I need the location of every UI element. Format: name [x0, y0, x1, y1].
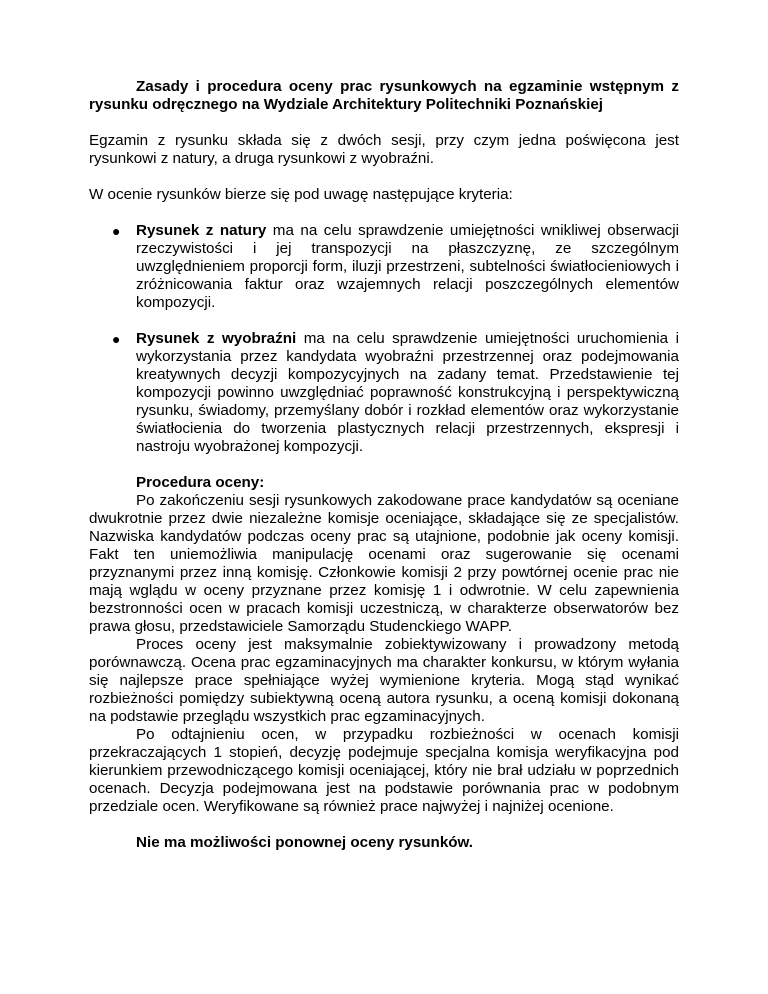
criteria-description: ma na celu sprawdzenie umiejętności wnikliwej obserwacji rzeczywistości i jej transpozycji na płaszczyznę, ze szczególnym uwzględnieniem proporcji form, iluzji przestrzeni, subtelności światłocieniowych i zróżnicowania faktur oraz wzajemnych relacji poszczególnych elementów kompozycji.	[136, 222, 679, 311]
bullet-icon: ●	[112, 331, 121, 347]
document-page	[89, 78, 679, 852]
criteria-description: ma na celu sprawdzenie umiejętności uruchomienia i wykorzystania przez kandydata wyobraźni przestrzennej oraz podejmowania kreatywnych decyzji kompozycyjnych na zadany temat. Przedstawienie tej kompozycji powinno uwzględniać poprawność konstrukcyjną i perspektywiczną rysunku, świadomy, przemyślany dobór i rozkład elementów oraz wykorzystanie światłocienia do tworzenia plastycznych relacji przestrzennych, ekspresji i nastroju wyobrażonej kompozycji.	[136, 330, 679, 455]
criteria-term: Rysunek z wyobraźni	[136, 330, 297, 347]
procedure-paragraph: Proces oceny jest maksymalnie zobiektywizowany i prowadzony metodą porównawczą. Ocena prac egzaminacyjnych ma charakter konkursu, w którym wyłania się najlepsze prace spełniające wyżej wymienione kryteria. Mogą stąd wynikać rozbieżności pomiędzy subiektywną oceną autora rysunku, a oceną komisji dokonaną na podstawie przeglądu wszystkich prac egzaminacyjnych.	[89, 636, 679, 725]
final-note: Nie ma możliwości ponownej oceny rysunków.	[136, 834, 474, 851]
criteria-item-nature	[89, 222, 679, 312]
intro-paragraph-sessions: Egzamin z rysunku składa się z dwóch sesji, przy czym jedna poświęcona jest rysunkowi z natury, a druga rysunkowi z wyobraźni.	[89, 132, 679, 167]
criteria-item-imagination	[89, 330, 679, 456]
procedure-heading: Procedura oceny:	[136, 474, 265, 491]
intro-paragraph-criteria: W ocenie rysunków bierze się pod uwagę następujące kryteria:	[89, 186, 513, 203]
procedure-paragraph: Po zakończeniu sesji rysunkowych zakodowane prace kandydatów są oceniane dwukrotnie przez dwie niezależne komisje oceniające, składające się ze specjalistów. Nazwiska kandydatów podczas oceny prac są utajnione, podobnie jak oceny komisji. Fakt ten uniemożliwia manipulację ocenami oraz sugerowanie się ocenami przyznanymi przez inną komisję. Członkowie komisji 2 przy powtórnej ocenie prac nie mają wglądu w oceny przyznane przez komisję 1 i odwrotnie. W celu zapewnienia bezstronności ocen w pracach komisji uczestniczą, w charakterze obserwatorów bez prawa głosu, przedstawiciele Samorządu Studenckiego WAPP.	[89, 492, 679, 635]
criteria-list	[89, 222, 679, 456]
document-title: Zasady i procedura oceny prac rysunkowych na egzaminie wstępnym z rysunku odręcznego na Wydziale Architektury Politechniki Poznańskiej	[89, 78, 679, 113]
bullet-icon: ●	[112, 223, 121, 239]
criteria-term: Rysunek z natury	[136, 222, 267, 239]
procedure-paragraph: Po odtajnieniu ocen, w przypadku rozbieżności w ocenach komisji przekraczających 1 stopień, decyzję podejmuje specjalna komisja weryfikacyjna pod kierunkiem przewodniczącego komisji oceniającej, który nie brał udziału w poprzednich ocenach. Decyzja podejmowana jest na podstawie porównania prac w podobnym przedziale ocen. Weryfikowane są również prace najwyżej i najniżej ocenione.	[89, 726, 679, 815]
